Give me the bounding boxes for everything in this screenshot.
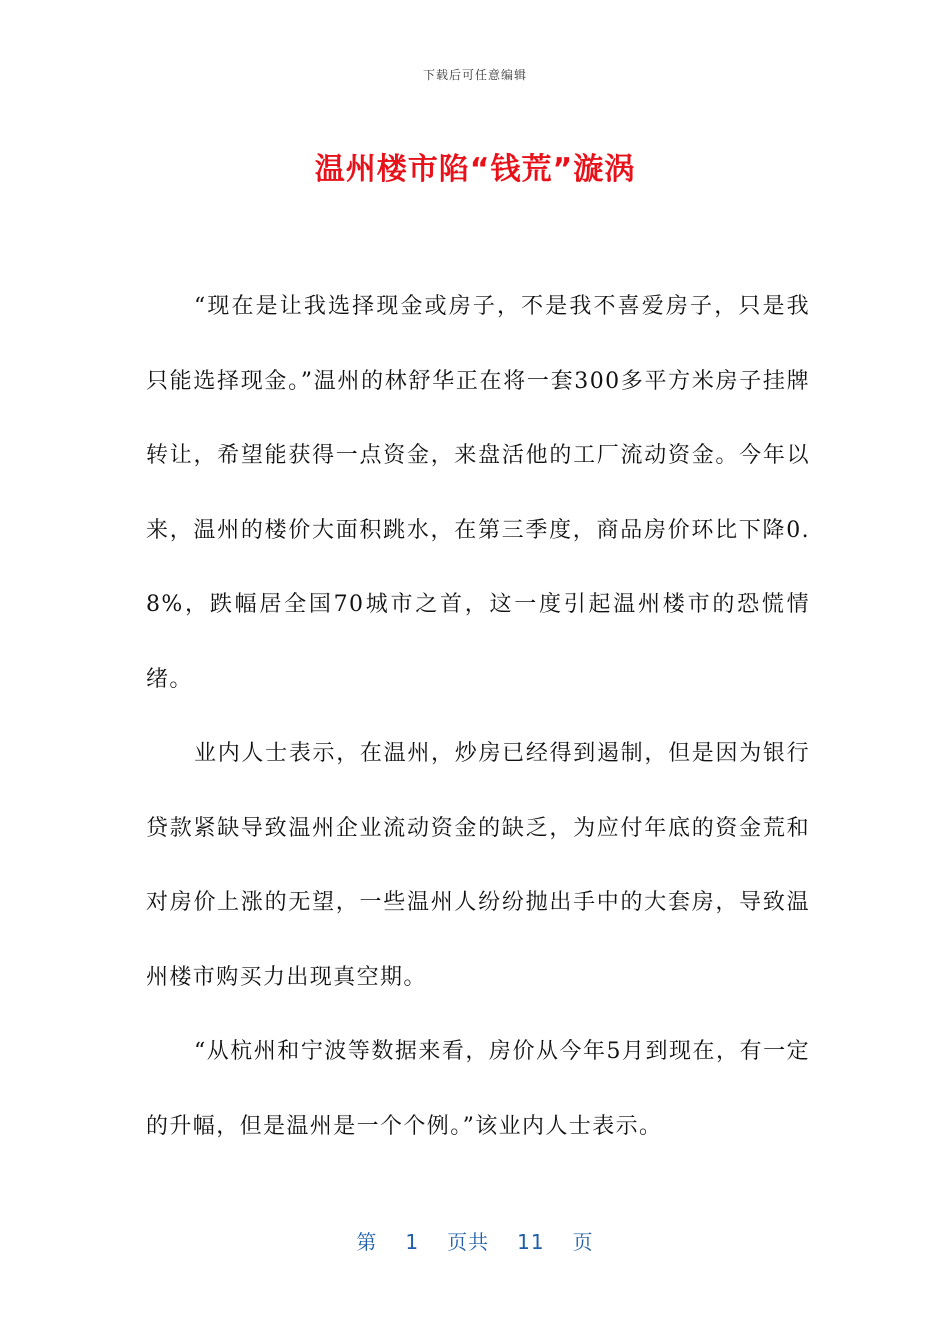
header-note: 下载后可任意编辑 (422, 68, 527, 82)
footer-prefix: 第 (356, 1230, 378, 1254)
document-body (146, 270, 810, 1164)
page-footer (0, 1226, 950, 1255)
footer-page-number: 1 (405, 1230, 420, 1254)
footer-total-pages: 11 (517, 1230, 545, 1254)
paragraph-3: “从杭州和宁波等数据来看，房价从今年5月到现在，有一定的升幅，但是温州是一个个例。”该业内人士表示。 (146, 1039, 810, 1139)
document-title: 温州楼市陷“钱荒”漩涡 (314, 152, 636, 187)
footer-middle: 页共 (447, 1230, 490, 1254)
paragraph-1: “现在是让我选择现金或房子，不是我不喜爱房子，只是我只能选择现金。”温州的林舒华正在将一套300多平方米房子挂牌转让，希望能获得一点资金，来盘活他的工厂流动资金。今年以来，温州的楼价大面积跳水，在第三季度，商品房价环比下降0.8%，跌幅居全国70城市之首，这一度引起温州楼市的恐慌情绪。 (146, 294, 810, 692)
paragraph-2: 业内人士表示，在温州，炒房已经得到遏制，但是因为银行贷款紧缺导致温州企业流动资金的缺乏，为应付年底的资金荒和对房价上涨的无望，一些温州人纷纷抛出手中的大套房，导致温州楼市购买力出现真空期。 (146, 741, 810, 990)
footer-suffix: 页 (572, 1230, 594, 1254)
